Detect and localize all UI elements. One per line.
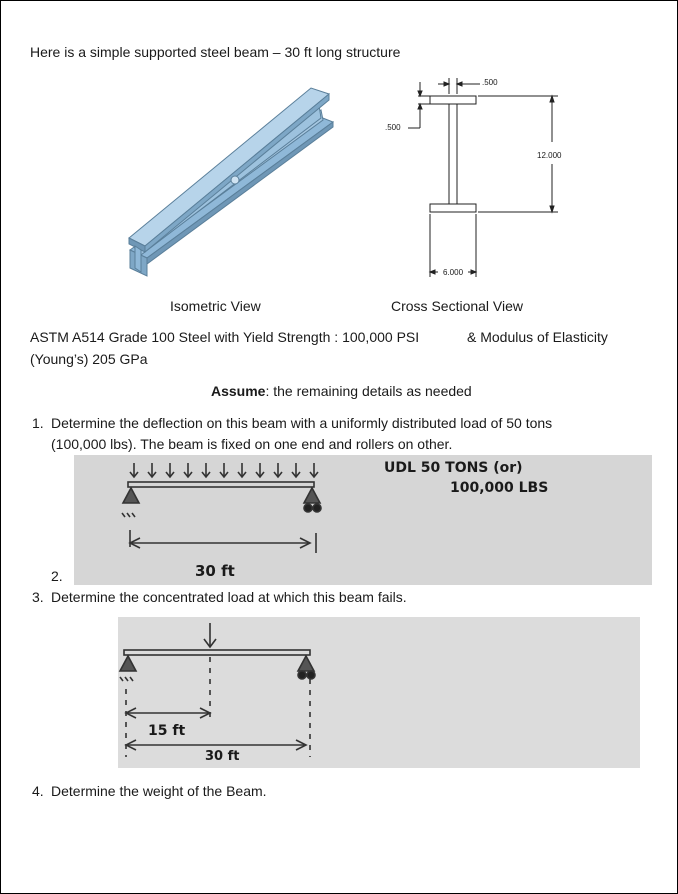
dim-flange-thickness: .500 (385, 123, 401, 132)
question-4-text: Determine the weight of the Beam. (51, 783, 267, 799)
question-2-number: 2. (51, 568, 63, 584)
cross-section-drawing (378, 72, 578, 287)
half-span-label-15ft: 15 ft (148, 723, 186, 739)
question-3-number: 3. (32, 589, 44, 605)
dim-width: 6.000 (443, 268, 464, 277)
assume-line (211, 381, 472, 401)
question-1-number: 1. (32, 415, 44, 431)
question-1-line-2: (100,000 lbs). The beam is fixed on one end and rollers on other. (51, 436, 453, 452)
material-line-2: & Modulus of Elasticity (467, 329, 608, 345)
question-4-number: 4. (32, 783, 44, 799)
assume-label: Assume (211, 383, 266, 399)
intro-text: Here is a simple supported steel beam – 30 ft long structure (30, 44, 401, 60)
question-1-line-1: Determine the deflection on this beam with a uniformly distributed load of 50 tons (51, 415, 553, 431)
question-3-text: Determine the concentrated load at which this beam fails. (51, 589, 407, 605)
dim-web-thickness: .500 (482, 78, 498, 87)
dim-height: 12.000 (537, 151, 562, 160)
cross-section-label: Cross Sectional View (391, 298, 524, 314)
point-load-beam-sketch (118, 617, 640, 768)
isometric-view-label: Isometric View (170, 298, 261, 314)
isometric-view-drawing (125, 80, 340, 280)
udl-label: UDL 50 TONS (or) (384, 460, 523, 476)
span-label-30ft: 30 ft (195, 562, 235, 580)
i-beam-3d (129, 88, 333, 276)
sketch-photo-1 (74, 455, 652, 585)
material-line-1: ASTM A514 Grade 100 Steel with Yield Strength : 100,000 PSI (30, 329, 420, 345)
material-line-3: (Young’s) 205 GPa (30, 351, 148, 367)
assume-text: : the remaining details as needed (265, 383, 472, 399)
sketch-photo-2 (118, 617, 640, 768)
udl-lbs-label: 100,000 LBS (450, 480, 549, 496)
udl-beam-sketch (74, 455, 652, 585)
full-span-label-30ft: 30 ft (205, 749, 240, 764)
